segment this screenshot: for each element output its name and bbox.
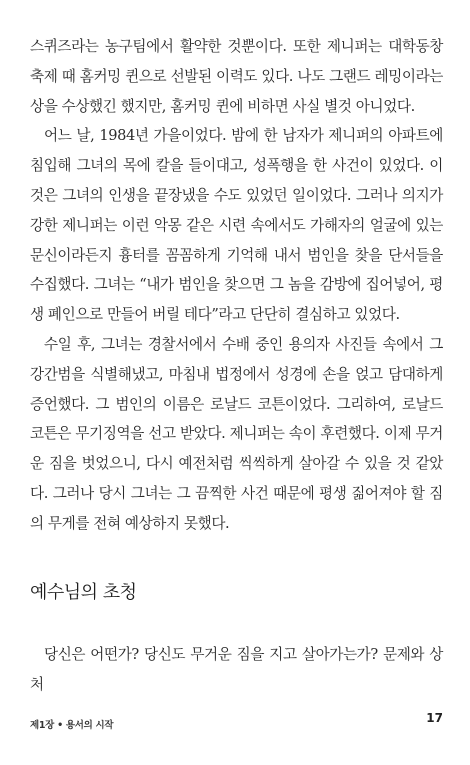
page-number: 17 — [426, 711, 443, 725]
body-paragraph: 어느 날, 1984년 가을이었다. 밤에 한 남자가 제니퍼의 아파트에 침입해 그녀의 목에 칼을 들이대고, 성폭행을 한 사건이 있었다. 이것은 그녀의 인생을 끝장냈을 수도 있었던 일이었다. 그러나 의지가 강한 제니퍼는 이런 악몽 같은 시련 속에서도 가해자의 얼굴에 있는 문신이라든지 흉터를 꼼꼼하게 기억해 내서 범인을 찾을 단서들을 수집했다. 그녀는 “내가 범인을 찾으면 그 놈을 감방에 집어넣어, 평생 폐인으로 만들어 버릴 테다”라고 단단히 결심하고 있었다. — [30, 127, 443, 324]
section-heading: 예수님의 초청 — [30, 582, 137, 603]
page-footer — [30, 713, 443, 732]
body-paragraph: 스퀴즈라는 농구팀에서 활약한 것뿐이다. 또한 제니퍼는 대학동창축제 때 홈커밍 퀸으로 선발된 이력도 있다. 나도 그랜드 레밍이라는 상을 수상했긴 했지만, 홈커밍 퀸에 비하면 사실 별것 아니었다. — [30, 38, 443, 115]
section-body-text — [30, 640, 443, 700]
running-footer-chapter: 제1장 • 용서의 시작 — [30, 720, 114, 731]
body-paragraph: 당신은 어떤가? 당신도 무거운 짐을 지고 살아가는가? 문제와 상처 — [30, 646, 443, 693]
main-body-text — [30, 32, 443, 539]
body-paragraph: 수일 후, 그녀는 경찰서에서 수배 중인 용의자 사진들 속에서 그 강간범을 식별해냈고, 마침내 법정에서 성경에 손을 얹고 담대하게 증언했다. 그 범인의 이름은 로날드 코튼이었다. 그리하여, 로날드 코튼은 무기징역을 선고 받았다. 제니퍼는 속이 후련했다. 이제 무거운 짐을 벗었으니, 다시 예전처럼 씩씩하게 살아갈 수 있을 것 같았다. 그러나 당시 그녀는 그 끔찍한 사건 때문에 평생 짊어져야 할 짐의 무게를 전혀 예상하지 못했다. — [30, 335, 443, 532]
